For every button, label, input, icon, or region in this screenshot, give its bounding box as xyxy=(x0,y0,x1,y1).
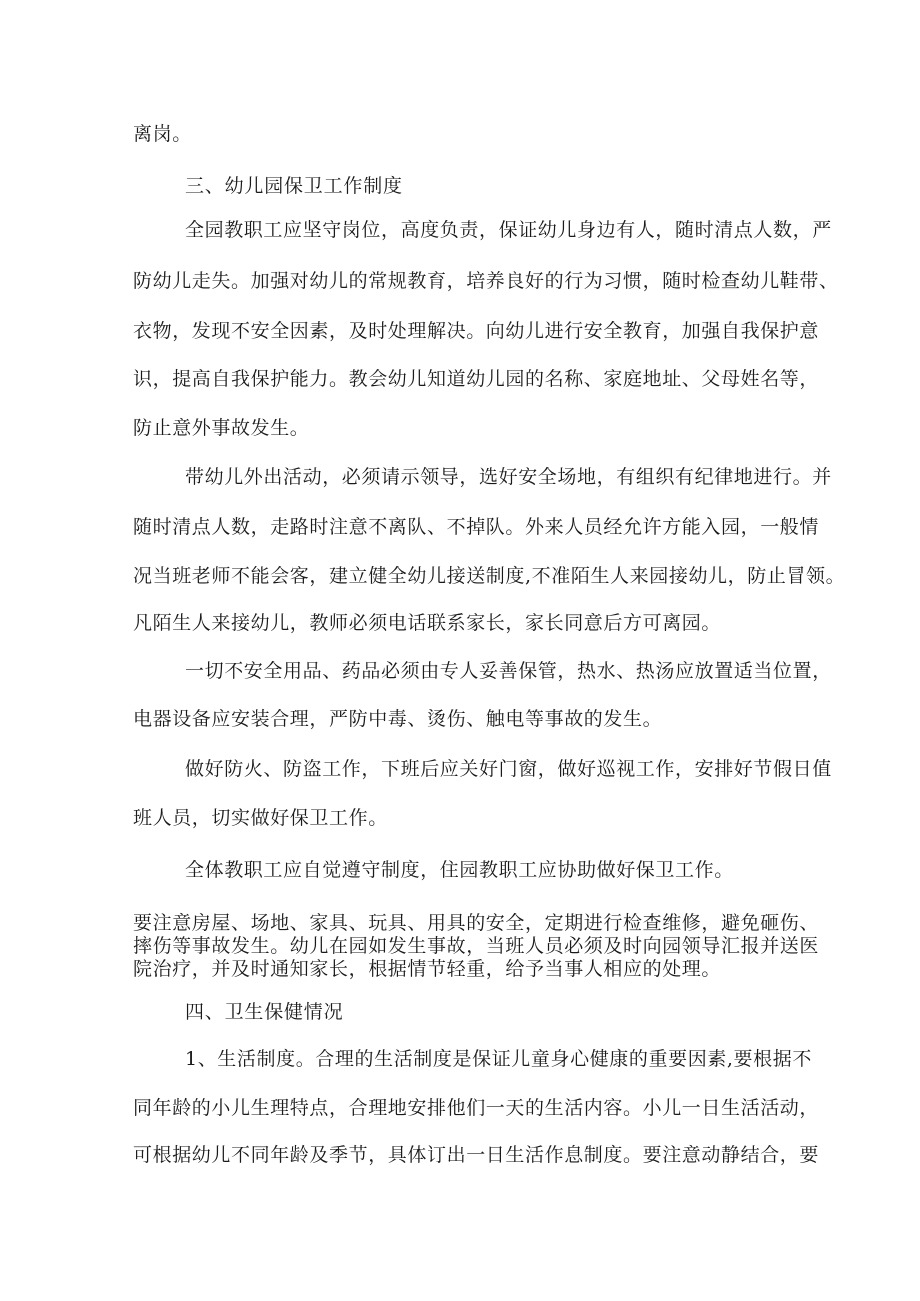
paragraph-line: 防幼儿走失。加强对幼儿的常规教育，培养良好的行为习惯，随时检查幼儿鞋带、 xyxy=(133,270,839,292)
paragraph-line: 随时清点人数，走路时注意不离队、不掉队。外来人员经允许方能入园，一般情 xyxy=(133,516,820,538)
paragraph-line: 离岗。 xyxy=(133,123,192,145)
paragraph-line: 做好防火、防盗工作，下班后应关好门窗，做好巡视工作，安排好节假日值 xyxy=(185,758,832,780)
paragraph-line: 衣物，发现不安全因素，及时处理解决。向幼儿进行安全教育，加强自我保护意 xyxy=(133,320,820,342)
paragraph-line: 防止意外事故发生。 xyxy=(133,417,310,439)
paragraph-line: 电器设备应安装合理，严防中毒、烫伤、触电等事故的发生。 xyxy=(133,708,663,730)
section-heading-3: 三、幼儿园保卫工作制度 xyxy=(185,175,403,197)
paragraph-line: 全园教职工应坚守岗位，高度负责，保证幼儿身边有人，随时清点人数，严 xyxy=(185,219,832,241)
section-heading-4: 四、卫生保健情况 xyxy=(185,1001,344,1023)
paragraph-line: 带幼儿外出活动，必须请示领导，选好安全场地，有组织有纪律地进行。并 xyxy=(185,466,832,488)
paragraph-line: 同年龄的小儿生理特点，合理地安排他们一天的生活内容。小儿一日生活活动， xyxy=(133,1097,820,1119)
paragraph-line: 全体教职工应自觉遵守制度，住园教职工应协助做好保卫工作。 xyxy=(185,859,734,881)
paragraph-line: 摔伤等事故发生。幼儿在园如发生事故，当班人员必须及时向园领导汇报并送医 xyxy=(133,935,820,957)
paragraph-line: 识，提高自我保护能力。教会幼儿知道幼儿园的名称、家庭地址、父母姓名等， xyxy=(133,368,820,390)
paragraph-line: 况当班老师不能会客，建立健全幼儿接送制度,不准陌生人来园接幼儿，防止冒领。 xyxy=(133,565,846,587)
paragraph-line: 一切不安全用品、药品必须由专人妥善保管，热水、热汤应放置适当位置， xyxy=(185,660,832,682)
paragraph-line: 可根据幼儿不同年龄及季节，具体订出一日生活作息制度。要注意动静结合，要 xyxy=(133,1144,820,1166)
paragraph-line: 院治疗，并及时通知家长，根据情节轻重，给予当事人相应的处理。 xyxy=(133,958,722,980)
paragraph-line: 要注意房屋、场地、家具、玩具、用具的安全，定期进行检查维修，避免砸伤、 xyxy=(133,912,820,934)
paragraph-line: 凡陌生人来接幼儿，教师必须电话联系家长，家长同意后方可离园。 xyxy=(133,612,722,634)
paragraph-line: 班人员，切实做好保卫工作。 xyxy=(133,807,388,829)
paragraph-line: 1、生活制度。合理的生活制度是保证儿童身心健康的重要因素,要根据不 xyxy=(185,1048,812,1070)
